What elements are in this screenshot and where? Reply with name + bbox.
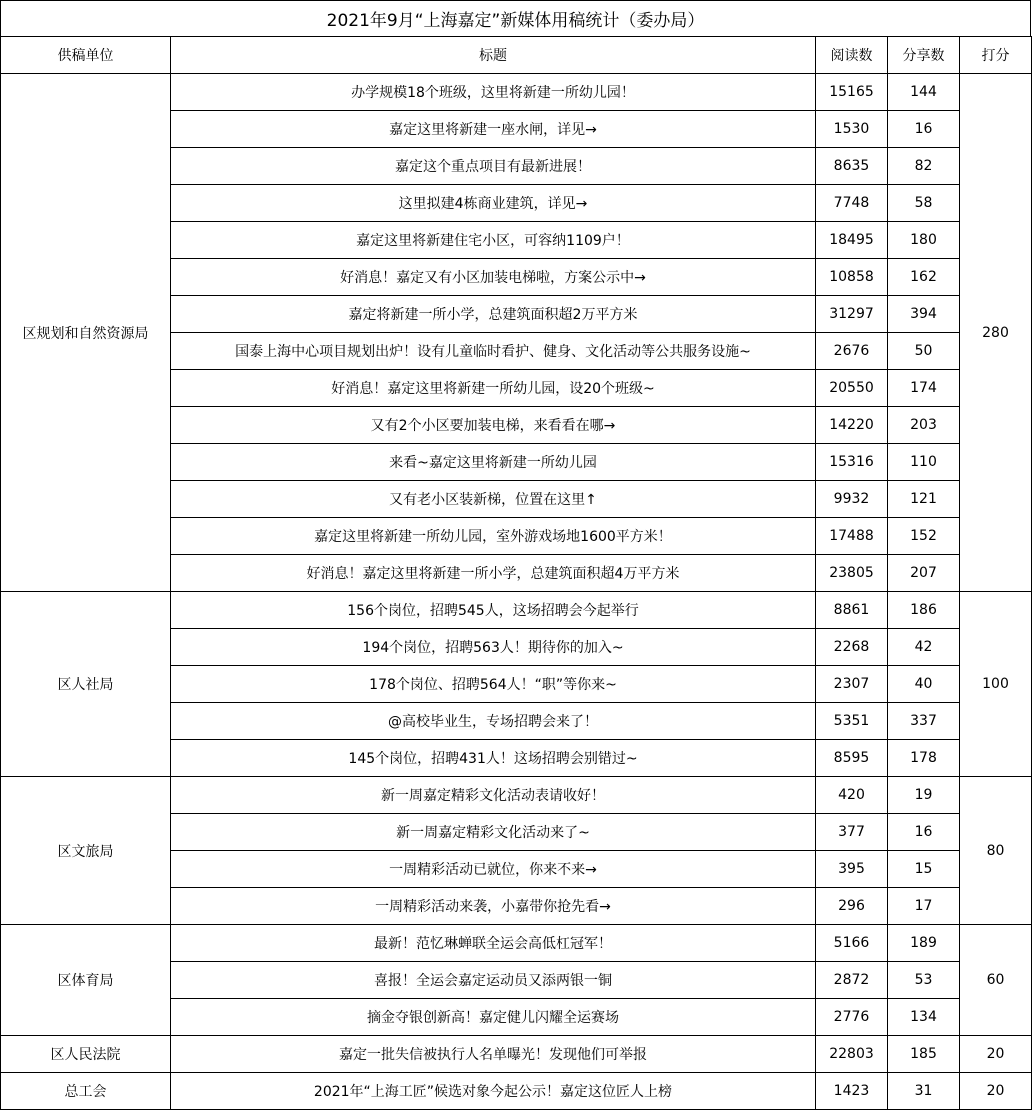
headline-cell: 好消息！嘉定这里将新建一所幼儿园，设20个班级~ — [171, 370, 816, 407]
shares-cell: 16 — [888, 814, 960, 851]
shares-cell: 19 — [888, 777, 960, 814]
stats-table — [0, 36, 1032, 1110]
shares-cell: 134 — [888, 999, 960, 1036]
shares-cell: 40 — [888, 666, 960, 703]
reads-cell: 420 — [816, 777, 888, 814]
reads-cell: 2776 — [816, 999, 888, 1036]
reads-cell: 395 — [816, 851, 888, 888]
headline-cell: 嘉定这里将新建住宅小区，可容纳1109户！ — [171, 222, 816, 259]
headline-cell: 嘉定将新建一所小学，总建筑面积超2万平方米 — [171, 296, 816, 333]
table-body — [1, 74, 1032, 1110]
headline-cell: 喜报！全运会嘉定运动员又添两银一铜 — [171, 962, 816, 999]
unit-cell: 总工会 — [1, 1073, 171, 1110]
headline-cell: 嘉定一批失信被执行人名单曝光！发现他们可举报 — [171, 1036, 816, 1073]
reads-cell: 377 — [816, 814, 888, 851]
shares-cell: 15 — [888, 851, 960, 888]
shares-cell: 58 — [888, 185, 960, 222]
reads-cell: 10858 — [816, 259, 888, 296]
reads-cell: 15165 — [816, 74, 888, 111]
shares-cell: 178 — [888, 740, 960, 777]
headline-cell: 国泰上海中心项目规划出炉！设有儿童临时看护、健身、文化活动等公共服务设施~ — [171, 333, 816, 370]
headline-cell: 最新！范忆琳蝉联全运会高低杠冠军！ — [171, 925, 816, 962]
headline-cell: 嘉定这里将新建一所幼儿园，室外游戏场地1600平方米！ — [171, 518, 816, 555]
headline-cell: 这里拟建4栋商业建筑，详见→ — [171, 185, 816, 222]
col-header-score: 打分 — [960, 37, 1032, 74]
shares-cell: 53 — [888, 962, 960, 999]
headline-cell: 新一周嘉定精彩文化活动表请收好！ — [171, 777, 816, 814]
headline-cell: 又有老小区装新梯，位置在这里↑ — [171, 481, 816, 518]
shares-cell: 189 — [888, 925, 960, 962]
shares-cell: 186 — [888, 592, 960, 629]
shares-cell: 207 — [888, 555, 960, 592]
shares-cell: 162 — [888, 259, 960, 296]
reads-cell: 1423 — [816, 1073, 888, 1110]
headline-cell: 156个岗位，招聘545人，这场招聘会今起举行 — [171, 592, 816, 629]
shares-cell: 174 — [888, 370, 960, 407]
headline-cell: 嘉定这里将新建一座水闸，详见→ — [171, 111, 816, 148]
shares-cell: 31 — [888, 1073, 960, 1110]
reads-cell: 20550 — [816, 370, 888, 407]
sheet-title: 2021年9月“上海嘉定”新媒体用稿统计（委办局） — [0, 0, 1031, 36]
headline-cell: 2021年“上海工匠”候选对象今起公示！嘉定这位匠人上榜 — [171, 1073, 816, 1110]
headline-cell: 好消息！嘉定这里将新建一所小学，总建筑面积超4万平方米 — [171, 555, 816, 592]
shares-cell: 203 — [888, 407, 960, 444]
headline-cell: 好消息！嘉定又有小区加装电梯啦，方案公示中→ — [171, 259, 816, 296]
shares-cell: 121 — [888, 481, 960, 518]
reads-cell: 9932 — [816, 481, 888, 518]
unit-cell: 区体育局 — [1, 925, 171, 1036]
score-cell: 20 — [960, 1036, 1032, 1073]
reads-cell: 5351 — [816, 703, 888, 740]
shares-cell: 180 — [888, 222, 960, 259]
table-row — [1, 592, 1032, 629]
reads-cell: 7748 — [816, 185, 888, 222]
headline-cell: 嘉定这个重点项目有最新进展！ — [171, 148, 816, 185]
shares-cell: 50 — [888, 333, 960, 370]
score-cell: 20 — [960, 1073, 1032, 1110]
col-header-reads: 阅读数 — [816, 37, 888, 74]
table-row — [1, 1073, 1032, 1110]
headline-cell: 办学规模18个班级，这里将新建一所幼儿园！ — [171, 74, 816, 111]
shares-cell: 82 — [888, 148, 960, 185]
reads-cell: 2268 — [816, 629, 888, 666]
shares-cell: 110 — [888, 444, 960, 481]
shares-cell: 42 — [888, 629, 960, 666]
reads-cell: 8861 — [816, 592, 888, 629]
score-cell: 80 — [960, 777, 1032, 925]
reads-cell: 14220 — [816, 407, 888, 444]
reads-cell: 5166 — [816, 925, 888, 962]
headline-cell: 新一周嘉定精彩文化活动来了~ — [171, 814, 816, 851]
shares-cell: 337 — [888, 703, 960, 740]
reads-cell: 2872 — [816, 962, 888, 999]
reads-cell: 15316 — [816, 444, 888, 481]
col-header-shares: 分享数 — [888, 37, 960, 74]
unit-cell: 区人民法院 — [1, 1036, 171, 1073]
headline-cell: 来看~嘉定这里将新建一所幼儿园 — [171, 444, 816, 481]
table-row — [1, 1036, 1032, 1073]
reads-cell: 31297 — [816, 296, 888, 333]
unit-cell: 区人社局 — [1, 592, 171, 777]
reads-cell: 1530 — [816, 111, 888, 148]
table-row — [1, 777, 1032, 814]
reads-cell: 23805 — [816, 555, 888, 592]
shares-cell: 17 — [888, 888, 960, 925]
table-row — [1, 925, 1032, 962]
headline-cell: 一周精彩活动来袭，小嘉带你抢先看→ — [171, 888, 816, 925]
headline-cell: 194个岗位，招聘563人！期待你的加入~ — [171, 629, 816, 666]
shares-cell: 185 — [888, 1036, 960, 1073]
score-cell: 280 — [960, 74, 1032, 592]
shares-cell: 16 — [888, 111, 960, 148]
headline-cell: @高校毕业生，专场招聘会来了！ — [171, 703, 816, 740]
score-cell: 100 — [960, 592, 1032, 777]
reads-cell: 8635 — [816, 148, 888, 185]
col-header-unit: 供稿单位 — [1, 37, 171, 74]
headline-cell: 178个岗位、招聘564人！“职”等你来~ — [171, 666, 816, 703]
shares-cell: 144 — [888, 74, 960, 111]
unit-cell: 区文旅局 — [1, 777, 171, 925]
headline-cell: 145个岗位，招聘431人！这场招聘会别错过~ — [171, 740, 816, 777]
reads-cell: 18495 — [816, 222, 888, 259]
unit-cell: 区规划和自然资源局 — [1, 74, 171, 592]
reads-cell: 17488 — [816, 518, 888, 555]
reads-cell: 2676 — [816, 333, 888, 370]
headline-cell: 又有2个小区要加装电梯，来看看在哪→ — [171, 407, 816, 444]
reads-cell: 22803 — [816, 1036, 888, 1073]
shares-cell: 394 — [888, 296, 960, 333]
shares-cell: 152 — [888, 518, 960, 555]
header-row — [1, 37, 1032, 74]
score-cell: 60 — [960, 925, 1032, 1036]
reads-cell: 296 — [816, 888, 888, 925]
table-row — [1, 74, 1032, 111]
col-header-headline: 标题 — [171, 37, 816, 74]
headline-cell: 一周精彩活动已就位，你来不来→ — [171, 851, 816, 888]
reads-cell: 2307 — [816, 666, 888, 703]
reads-cell: 8595 — [816, 740, 888, 777]
headline-cell: 摘金夺银创新高！嘉定健儿闪耀全运赛场 — [171, 999, 816, 1036]
